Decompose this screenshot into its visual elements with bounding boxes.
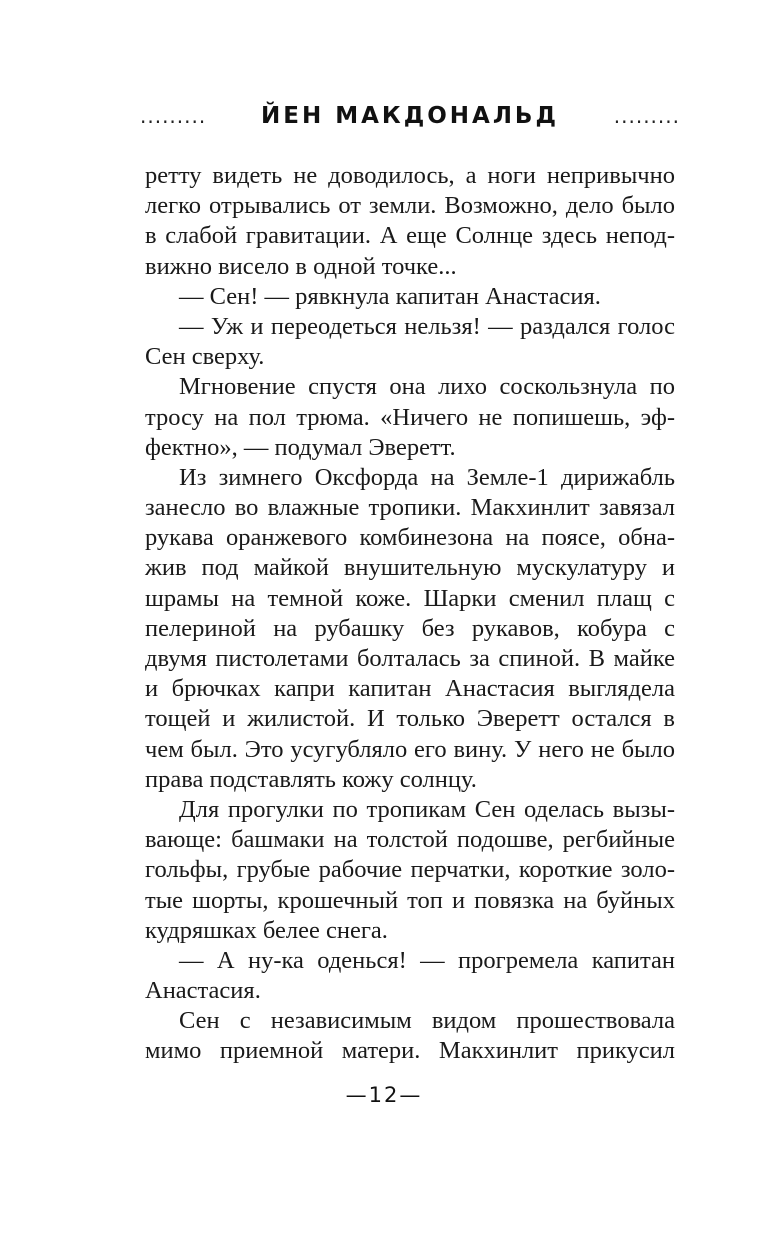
- page-body-text: [145, 161, 675, 1067]
- text-line: тощей и жилистой. И только Эверетт остался в: [145, 705, 675, 733]
- text-line: тые шорты, крошечный топ и повязка на буйных: [145, 886, 675, 914]
- author-name: ЙЕН МАКДОНАЛЬД: [261, 103, 559, 129]
- text-line: — А ну-ка оденься! — прогремела капитан: [179, 946, 675, 974]
- text-line: Для прогулки по тропикам Сен оделась вызы-: [179, 795, 675, 823]
- text-line: пелериной на рубашку без рукавов, кобура с: [145, 614, 675, 642]
- text-line: гольфы, грубые рабочие перчатки, короткие золо-: [145, 856, 675, 884]
- text-line: жив под майкой внушительную мускулатуру и: [145, 554, 675, 582]
- text-line: двумя пистолетами болталась за спиной. В майке: [145, 645, 675, 672]
- text-line: ретту видеть не доводилось, а ноги непривычно: [145, 162, 675, 189]
- text-line: Из зимнего Оксфорда на Земле-1 дирижабль: [179, 463, 675, 491]
- text-line: занесло во влажные тропики. Макхинлит завязал: [145, 494, 675, 522]
- running-header: [140, 98, 680, 134]
- text-line: вающе: башмаки на толстой подошве, регбийные: [145, 826, 675, 854]
- text-line: в слабой гравитации. А еще Солнце здесь непод-: [145, 222, 675, 250]
- text-line: — Уж и переодеться нельзя! — раздался голос: [179, 312, 675, 340]
- text-line: мимо приемной матери. Макхинлит прикусил: [145, 1037, 675, 1065]
- left-ornament: .........: [140, 104, 207, 128]
- text-line: права подставлять кожу солнцу.: [145, 765, 477, 793]
- text-line: — Сен! — рявкнула капитан Анастасия.: [179, 282, 601, 310]
- text-line: вижно висело в одной точке...: [145, 252, 457, 280]
- text-line: Анастасия.: [145, 977, 261, 1005]
- text-line: Сен с независимым видом прошествовала: [179, 1007, 675, 1035]
- text-line: тросу на пол трюма. «Ничего не попишешь, эф-: [145, 403, 675, 431]
- text-line: Мгновение спустя она лихо соскользнула по: [179, 373, 675, 401]
- right-ornament: .........: [613, 104, 680, 128]
- text-line: и брючках капри капитан Анастасия выглядела: [145, 675, 675, 703]
- text-line: Сен сверху.: [145, 343, 265, 371]
- text-line: легко отрывались от земли. Возможно, дело было: [145, 192, 675, 220]
- text-line: чем был. Это усугубляло его вину. У него не было: [145, 735, 675, 763]
- text-line: фектно», — подумал Эверетт.: [145, 433, 456, 461]
- text-line: шрамы на темной коже. Шарки сменил плащ с: [145, 584, 675, 612]
- text-line: рукава оранжевого комбинезона на поясе, обна-: [145, 524, 675, 552]
- text-line: кудряшках белее снега.: [145, 916, 388, 944]
- page-number: —12—: [345, 1083, 423, 1107]
